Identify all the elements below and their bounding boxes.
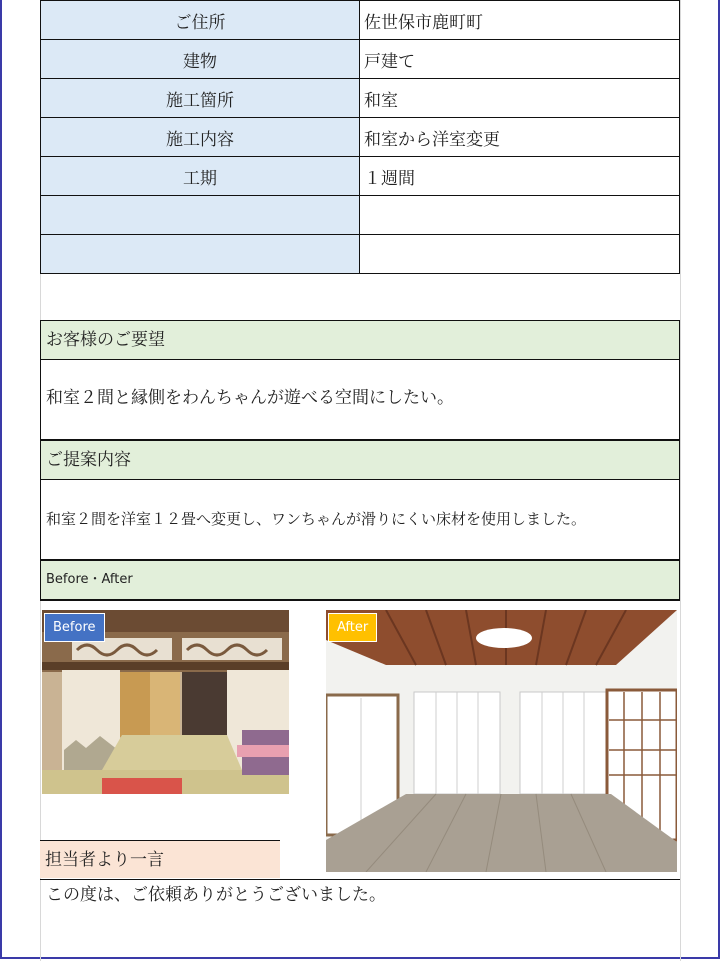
project-info-table <box>40 0 680 274</box>
before-after-title: Before・After <box>41 560 679 600</box>
after-tag: After <box>328 613 377 642</box>
staff-comment-divider <box>40 879 680 880</box>
customer-request-text: 和室２間と縁側をわんちゃんが遊べる空間にしたい。 <box>41 360 679 439</box>
before-after-section <box>40 560 680 601</box>
empty-label <box>41 196 360 235</box>
customer-request-title: お客様のご要望 <box>41 321 679 360</box>
building-value: 戸建て <box>360 40 680 79</box>
proposal-title: ご提案内容 <box>41 440 679 480</box>
empty-value <box>360 196 680 235</box>
location-label: 施工箇所 <box>41 79 360 118</box>
table-row <box>41 79 680 118</box>
address-label: ご住所 <box>41 1 360 40</box>
customer-request-section <box>40 320 680 440</box>
before-tag: Before <box>44 613 105 642</box>
after-photo <box>326 610 677 872</box>
empty-label <box>41 235 360 274</box>
staff-comment-text: この度は、ご依頼ありがとうございました。 <box>46 885 386 905</box>
table-row <box>41 40 680 79</box>
duration-label: 工期 <box>41 157 360 196</box>
location-value: 和室 <box>360 79 680 118</box>
proposal-section <box>40 440 680 560</box>
building-label: 建物 <box>41 40 360 79</box>
staff-comment-title: 担当者より一言 <box>40 840 280 878</box>
after-room-image <box>326 610 677 872</box>
proposal-text: 和室２間を洋室１２畳へ変更し、ワンちゃんが滑りにくい床材を使用しました。 <box>41 480 679 559</box>
work-content-label: 施工内容 <box>41 118 360 157</box>
work-content-value: 和室から洋室変更 <box>360 118 680 157</box>
table-row <box>41 1 680 40</box>
address-value: 佐世保市鹿町町 <box>360 1 680 40</box>
before-photo <box>42 610 289 794</box>
duration-value: １週間 <box>360 157 680 196</box>
table-row <box>41 196 680 235</box>
empty-value <box>360 235 680 274</box>
table-row <box>41 118 680 157</box>
table-row <box>41 235 680 274</box>
table-row <box>41 157 680 196</box>
